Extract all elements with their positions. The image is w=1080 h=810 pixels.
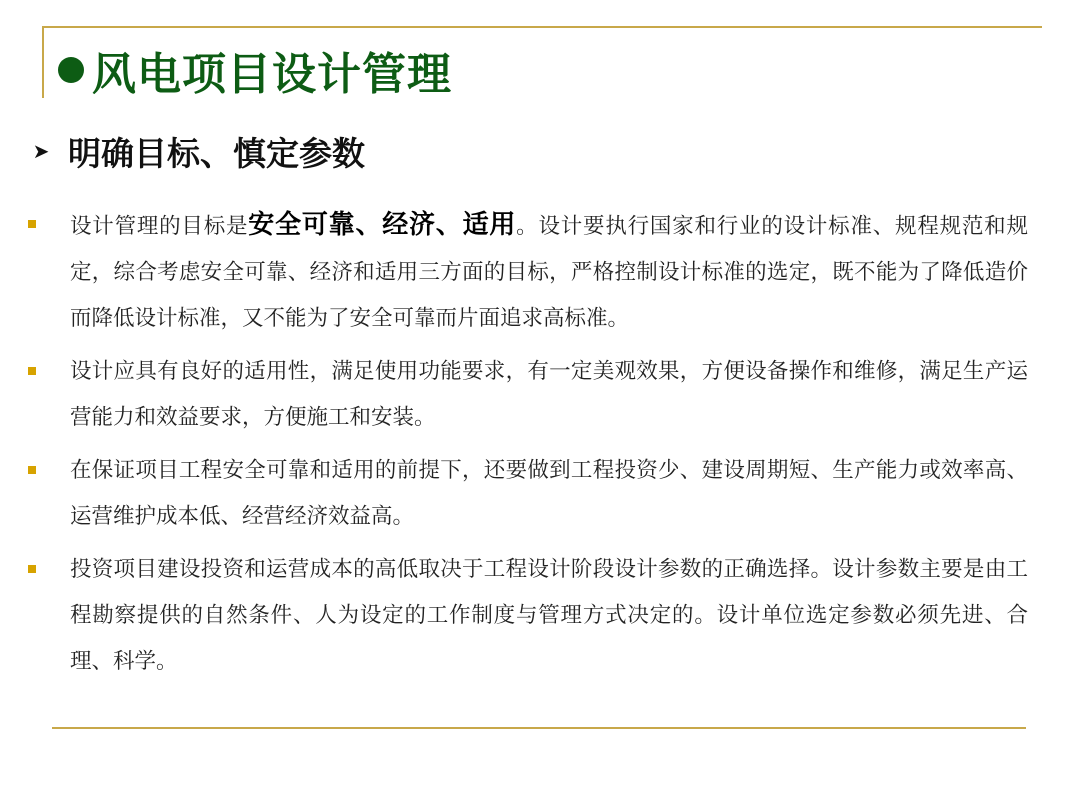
square-bullet-icon — [28, 220, 36, 228]
bullet-1-text-before: 设计管理的目标是 — [70, 214, 249, 239]
slide-title — [58, 38, 452, 102]
bullet-item-4 — [28, 547, 1028, 685]
bullet-list — [28, 202, 1028, 692]
bullet-1-text-after: 。设计要执行国家和行业的设计标准、规程规范和规定，综合考虑安全可靠、经济和适用三方面的目标，严格控制设计标准的选定，既不能为了降低造价而降低设计标准，又不能为了安全可靠而片面追求高标准。 — [70, 214, 1028, 331]
bullet-text-1 — [70, 202, 1028, 342]
square-bullet-icon — [28, 367, 36, 375]
bullet-1-emphasis: 安全可靠、经济、适用 — [248, 210, 517, 240]
bullet-item-2 — [28, 349, 1028, 441]
arrow-right-icon: ➤ — [32, 139, 50, 163]
bullet-text-2 — [70, 349, 1028, 441]
left-rule — [42, 26, 44, 98]
bullet-4-text: 投资项目建设投资和运营成本的高低取决于工程设计阶段设计参数的正确选择。设计参数主要是由工程勘察提供的自然条件、人为设定的工作制度与管理方式决定的。设计单位选定参数必须先进、合理、科学。 — [70, 557, 1028, 674]
square-bullet-icon — [28, 565, 36, 573]
bullet-text-3 — [70, 448, 1028, 540]
square-bullet-icon — [28, 466, 36, 474]
top-rule — [42, 26, 1042, 28]
slide-subtitle-text: 明确目标、慎定参数 — [68, 133, 365, 173]
slide-subtitle — [30, 126, 365, 176]
bullet-text-4 — [70, 547, 1028, 685]
bullet-item-1 — [28, 202, 1028, 342]
bullet-2-text: 设计应具有良好的适用性，满足使用功能要求，有一定美观效果，方便设备操作和维修，满足生产运营能力和效益要求，方便施工和安装。 — [70, 359, 1028, 430]
title-bullet-dot-icon — [58, 57, 84, 83]
slide-title-text: 风电项目设计管理 — [92, 49, 452, 100]
bottom-rule — [52, 727, 1026, 729]
bullet-item-3 — [28, 448, 1028, 540]
bullet-3-text: 在保证项目工程安全可靠和适用的前提下，还要做到工程投资少、建设周期短、生产能力或效率高、运营维护成本低、经营经济效益高。 — [70, 458, 1028, 529]
